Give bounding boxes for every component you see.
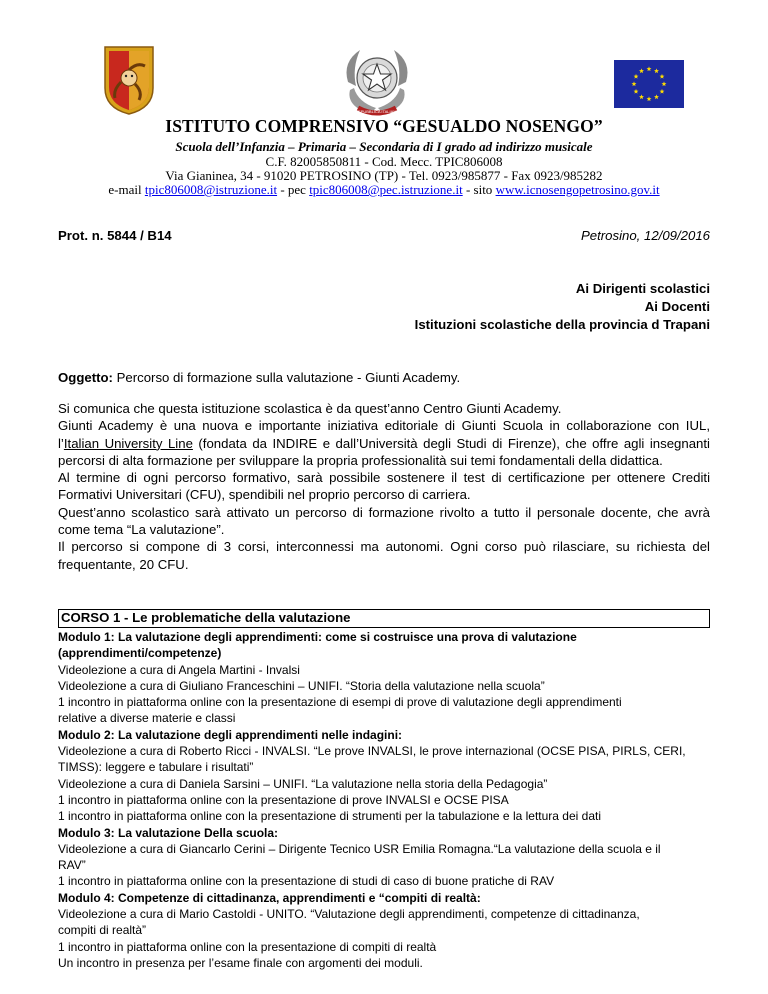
school-codes: C.F. 82005850811 - Cod. Mecc. TPIC806008: [265, 154, 503, 169]
recipient-line: Istituzioni scolastiche della provincia d Trapani: [414, 317, 710, 332]
module-heading: Modulo 4: Competenze di cittadinanza, apprendimenti e “compiti di realtà:: [58, 890, 481, 905]
school-contacts: [0, 182, 768, 198]
website-link[interactable]: www.icnosengopetrosino.gov.it: [495, 182, 660, 197]
italian-republic-emblem: [340, 42, 414, 122]
recipient-line: Ai Dirigenti scolastici: [575, 281, 710, 296]
course-line: 1 incontro in piattaforma online con la presentazione di studi di caso di buone pratiche di RAV: [58, 874, 555, 889]
school-name: ISTITUTO COMPRENSIVO “GESUALDO NOSENGO”: [165, 116, 603, 136]
site-prefix: - sito: [462, 182, 496, 197]
course-line: Un incontro in presenza per l’esame finale con argomenti dei moduli.: [58, 955, 423, 970]
letter-date: Petrosino, 12/09/2016: [580, 228, 710, 243]
course-line: Videolezione a cura di Daniela Sarsini – UNIFI. “La valutazione nella storia della Pedagogia”: [58, 776, 548, 791]
course-line: 1 incontro in piattaforma online con la presentazione di prove INVALSI e OCSE PISA: [58, 792, 509, 807]
module-heading: Modulo 1: La valutazione degli apprendimenti: come si costruisce una prova di valutazione: [58, 630, 577, 644]
protocol-number: Prot. n. 5844 / B14: [58, 228, 172, 243]
subject-label: Oggetto:: [58, 370, 113, 385]
body-paragraph: Il percorso si compone di 3 corsi, interconnessi ma autonomi. Ogni corso può rilasciare, su richiesta del frequentante, 20 CFU.: [58, 539, 710, 572]
school-address: Via Gianinea, 34 - 91020 PETROSINO (TP) - Tel. 0923/985877 - Fax 0923/985282: [165, 168, 603, 183]
email-prefix: e-mail: [108, 182, 145, 197]
course-line: 1 incontro in piattaforma online con la presentazione di compiti di realtà: [58, 939, 437, 954]
course-line: Videolezione a cura di Angela Martini - Invalsi: [58, 662, 300, 677]
recipient-line: Ai Docenti: [644, 299, 710, 314]
body-paragraph: Al termine di ogni percorso formativo, sarà possibile sostenere il test di certificazione per ottenere Crediti Formativi Universitari (CFU), spendibili nel proprio percorso di carriera.: [58, 470, 710, 503]
subject-line: [58, 370, 460, 385]
course-line: compiti di realtà”: [58, 923, 147, 938]
course-line: relative a diverse materie e classi: [58, 711, 236, 726]
svg-text:REPUBBLICA ITALIANA: REPUBBLICA ITALIANA: [355, 109, 399, 114]
iul-link[interactable]: Italian University Line: [63, 435, 193, 451]
body-text-span: (fondata da INDIRE e dall’Università degli Studi di Firenze), che offre agli insegnanti percorsi di alta formazione per sviluppare la propria professionalità sui temi fondamentali della didattica.: [58, 435, 710, 468]
course-line: 1 incontro in piattaforma online con la presentazione di strumenti per la tabulazione e la lettura dei dati: [58, 809, 601, 824]
course-line: TIMSS): leggere e tabulare i risultati”: [58, 760, 254, 775]
body-text-span: Giunti Academy è una nuova e importante iniziativa editoriale di Giunti Scuola in collaborazione con IUL, l’: [58, 418, 710, 451]
pec-prefix: - pec: [277, 182, 310, 197]
body-paragraph: Si comunica che questa istituzione scolastica è da quest’anno Centro Giunti Academy.: [58, 401, 562, 416]
pec-link[interactable]: tpic806008@pec.istruzione.it: [309, 182, 463, 197]
course-content: [58, 629, 718, 971]
recipients-block: [415, 280, 710, 334]
email-link[interactable]: tpic806008@istruzione.it: [144, 182, 278, 197]
course-line: Videolezione a cura di Giancarlo Cerini – Dirigente Tecnico USR Emilia Romagna.“La valutazione della scuola e il: [58, 841, 661, 856]
school-subtitle: Scuola dell’Infanzia – Primaria – Secondaria di I grado ad indirizzo musicale: [175, 139, 593, 154]
letter-body: [58, 400, 710, 573]
course-line: Videolezione a cura di Mario Castoldi - UNITO. “Valutazione degli apprendimenti, competenze di cittadinanza,: [58, 907, 640, 922]
subject-text: Percorso di formazione sulla valutazione - Giunti Academy.: [112, 370, 461, 385]
body-paragraph: [58, 417, 710, 469]
course-line: 1 incontro in piattaforma online con la presentazione di esempi di prove di valutazione degli apprendimenti: [58, 695, 622, 710]
sicily-region-logo: [102, 44, 156, 116]
module-heading: (apprendimenti/competenze): [58, 646, 222, 661]
module-heading: Modulo 3: La valutazione Della scuola:: [58, 825, 279, 840]
course-line: Videolezione a cura di Roberto Ricci - INVALSI. “Le prove INVALSI, le prove internazional (OCSE PISA, PIRLS, CERI,: [58, 744, 686, 759]
module-heading: Modulo 2: La valutazione degli apprendimenti nelle indagini:: [58, 727, 403, 742]
european-union-flag: [614, 60, 684, 108]
course-line: Videolezione a cura di Giuliano Franceschini – UNIFI. “Storia della valutazione nella scuola”: [58, 678, 545, 693]
course-title: CORSO 1 - Le problematiche della valutazione: [61, 610, 351, 625]
course-line: RAV”: [58, 858, 86, 873]
body-paragraph: Quest’anno scolastico sarà attivato un percorso di formazione rivolto a tutto il personale docente, che avrà come tema “La valutazione”.: [58, 504, 710, 538]
